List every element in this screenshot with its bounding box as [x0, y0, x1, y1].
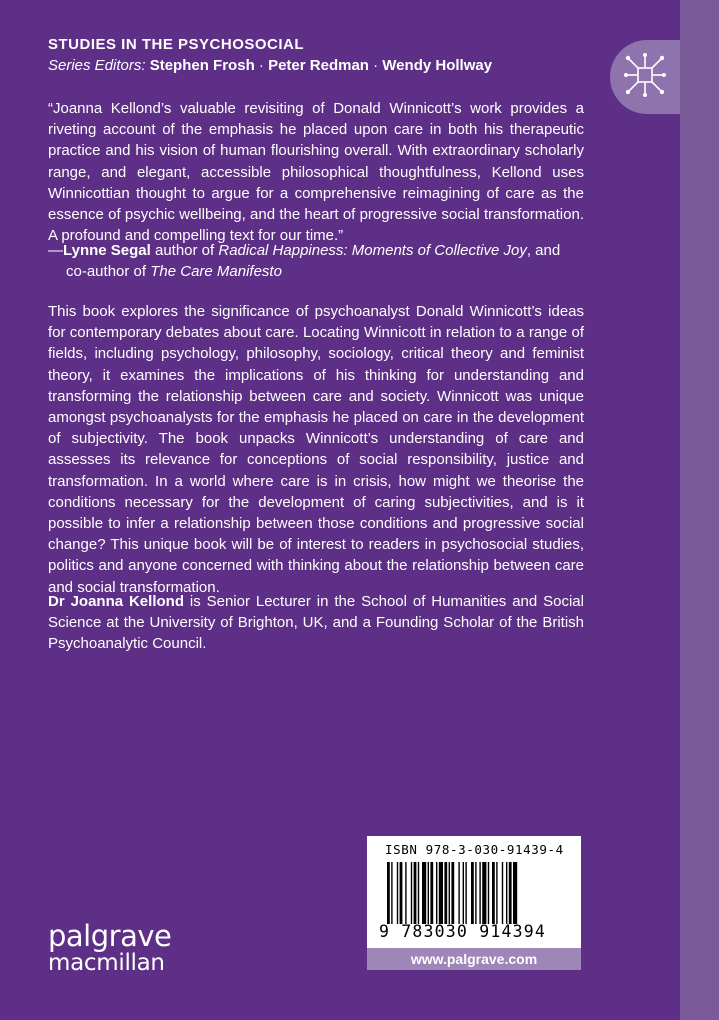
- quote-work-title: Radical Happiness: Moments of Collective Joy: [218, 242, 527, 259]
- barcode-bar: [492, 862, 495, 924]
- barcode-bar: [414, 862, 417, 924]
- barcode-box: [367, 836, 581, 948]
- barcode-bar: [391, 862, 392, 924]
- barcode-bar: [430, 862, 433, 924]
- barcode-bar: [482, 862, 486, 924]
- barcode-bar: [387, 862, 390, 924]
- coauthor-of-text: co-author of: [66, 263, 151, 281]
- logo-line-palgrave: palgrave: [48, 919, 172, 953]
- author-bio-text: is Senior Lecturer in the School of Humanities and Social Science at the University of Brighton, UK, and a Founding Scholar of the British Psychoanalytic Council.: [48, 593, 584, 653]
- quote-attribution: [48, 240, 560, 282]
- barcode-bar: [513, 862, 517, 924]
- endorsement-quote: “Joanna Kellond’s valuable revisiting of Donald Winnicott’s work provides a riveting account of the emphasis he placed upon care in both his therapeutic practice and his vision of human flourishing overall. With extraordinary scholarly range, and elegant, accessible philosophical thoughtfulness, Kellond uses Winnicottian thought to argue for a comprehensive reimagining of care as the essence of psychic wellbeing, and the heart of progressive social transformation. A profound and compelling text for our time.”: [48, 100, 584, 245]
- publisher-logo: [48, 919, 172, 976]
- barcode-bar: [488, 862, 489, 924]
- barcode-bar: [451, 862, 454, 924]
- barcode-bar: [465, 862, 466, 924]
- barcode-bar: [471, 862, 474, 924]
- series-editor: Stephen Frosh: [149, 57, 255, 74]
- barcode-bar: [411, 862, 412, 924]
- author-name: Dr Joanna Kellond: [48, 593, 184, 610]
- barcode-bar: [397, 862, 398, 924]
- coauthor-line: [48, 261, 560, 282]
- barcode-bar: [449, 862, 450, 924]
- barcode-bar: [428, 862, 429, 924]
- barcode-bar: [509, 862, 512, 924]
- logo-line-macmillan: macmillan: [48, 950, 165, 976]
- barcode-bar: [422, 862, 426, 924]
- spine-strip: [680, 0, 719, 1020]
- barcode-bar: [405, 862, 406, 924]
- barcode-bar: [436, 862, 437, 924]
- barcode-bar: [439, 862, 443, 924]
- barcode-bar: [496, 862, 497, 924]
- author-bio: [48, 591, 584, 655]
- barcode-bar: [479, 862, 480, 924]
- dash: —: [48, 242, 63, 259]
- series-editors: [48, 57, 492, 74]
- and-text: , and: [526, 242, 561, 259]
- barcode-bar: [400, 862, 403, 924]
- separator: ·: [254, 57, 269, 74]
- barcode-digits: 9 783030 914394: [379, 922, 547, 941]
- barcode-bar: [463, 862, 464, 924]
- isbn-label: ISBN 978-3-030-91439-4: [385, 842, 564, 857]
- barcode-bar: [506, 862, 507, 924]
- quote-work-title: The Care Manifesto: [150, 263, 282, 281]
- author-of-text: author of: [150, 242, 219, 259]
- barcode-bar: [444, 862, 447, 924]
- barcode-bar: [458, 862, 459, 924]
- barcode-bar: [502, 862, 503, 924]
- barcode-bar: [418, 862, 419, 924]
- separator: ·: [368, 57, 383, 74]
- series-editor: Wendy Hollway: [382, 57, 493, 74]
- barcode-bar: [475, 862, 476, 924]
- series-editors-label: Series Editors:: [48, 57, 146, 74]
- barcode-bars: [387, 862, 565, 924]
- series-editor: Peter Redman: [268, 57, 369, 74]
- series-badge: [610, 40, 680, 114]
- publisher-url[interactable]: www.palgrave.com: [367, 948, 581, 970]
- book-blurb: This book explores the significance of psychoanalyst Donald Winnicott’s ideas for contemporary debates about care. Locating Winnicott in relation to a range of fields, including psychology, philosophy, sociology, critical theory and feminist theory, it examines the implications of his thinking for understanding and transforming the relationship between care and society. Winnicott was unique amongst psychoanalysts for the emphasis he placed on care in the development of subjectivity. The book unpacks Winnicott’s understanding of care and assesses its relevance for conceptions of social responsibility, justice and transformation. In a world where care is in crisis, how might we theorise the conditions necessary for the development of caring subjectivities, and is it possible to infer a relationship between those conditions and progressive social change? This unique book will be of interest to readers in psychosocial studies, politics and anyone concerned with thinking about the relationship between care and social transformation.: [48, 303, 584, 596]
- series-title: STUDIES IN THE PSYCHOSOCIAL: [48, 36, 305, 53]
- quote-author: Lynne Segal: [63, 242, 151, 259]
